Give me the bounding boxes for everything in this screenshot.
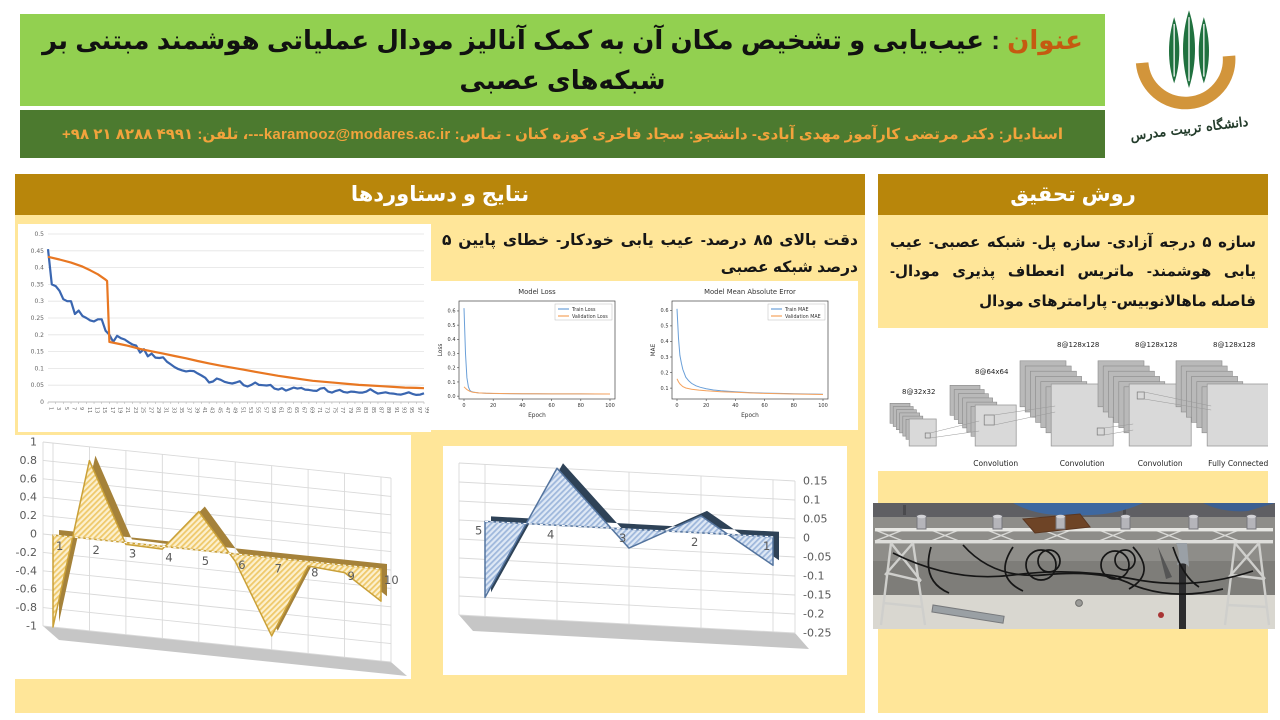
svg-text:55: 55 bbox=[254, 407, 261, 414]
authors-bar bbox=[20, 110, 1105, 158]
svg-text:0.1: 0.1 bbox=[803, 493, 821, 507]
svg-text:0.5: 0.5 bbox=[447, 322, 456, 329]
svg-text:0.4: 0.4 bbox=[19, 490, 37, 504]
svg-text:1: 1 bbox=[30, 435, 37, 449]
svg-text:Loss: Loss bbox=[438, 343, 444, 357]
svg-text:0.6: 0.6 bbox=[447, 308, 456, 315]
svg-text:7: 7 bbox=[70, 407, 77, 411]
svg-text:0.6: 0.6 bbox=[19, 472, 37, 486]
svg-text:1: 1 bbox=[763, 538, 771, 553]
svg-text:60: 60 bbox=[761, 403, 768, 409]
svg-text:0.05: 0.05 bbox=[803, 512, 828, 526]
loss-mae-charts bbox=[429, 281, 858, 430]
svg-text:0: 0 bbox=[675, 403, 679, 409]
poster-title: عیب‌یابی و تشخیص مکان آن به کمک آنالیز مودال عملیاتی هوشمند مبتنی بر شبکه‌های عصبی bbox=[42, 24, 985, 95]
experiment-photo bbox=[873, 503, 1275, 629]
svg-text:100: 100 bbox=[605, 403, 615, 409]
svg-text:0.2: 0.2 bbox=[34, 331, 44, 339]
svg-text:-0.25: -0.25 bbox=[803, 626, 832, 640]
svg-text:7: 7 bbox=[274, 561, 282, 576]
title-line bbox=[42, 20, 1083, 101]
svg-text:0.15: 0.15 bbox=[803, 474, 828, 488]
svg-text:8@128x128: 8@128x128 bbox=[1135, 340, 1178, 349]
svg-text:3: 3 bbox=[619, 531, 627, 546]
svg-text:2: 2 bbox=[691, 534, 699, 549]
svg-text:4: 4 bbox=[165, 550, 173, 565]
svg-text:31: 31 bbox=[162, 407, 169, 414]
title-colon: : bbox=[984, 24, 1008, 55]
svg-text:33: 33 bbox=[170, 407, 177, 414]
svg-text:0.4: 0.4 bbox=[660, 339, 669, 346]
svg-text:47: 47 bbox=[223, 407, 230, 414]
svg-text:-0.1: -0.1 bbox=[803, 569, 825, 583]
svg-text:0.4: 0.4 bbox=[34, 264, 44, 272]
svg-text:60: 60 bbox=[548, 403, 555, 409]
svg-text:91: 91 bbox=[392, 407, 399, 414]
svg-text:43: 43 bbox=[208, 407, 215, 414]
svg-text:0.3: 0.3 bbox=[447, 351, 456, 358]
svg-text:61: 61 bbox=[277, 407, 284, 414]
university-name: دانشگاه تربیت مدرس bbox=[1129, 114, 1249, 145]
svg-text:5: 5 bbox=[62, 407, 69, 411]
svg-text:0.2: 0.2 bbox=[19, 509, 37, 523]
svg-text:95: 95 bbox=[408, 407, 415, 414]
svg-text:0.45: 0.45 bbox=[30, 247, 44, 255]
svg-text:0.2: 0.2 bbox=[660, 370, 669, 377]
svg-text:0.5: 0.5 bbox=[660, 323, 669, 330]
title-label: عنوان bbox=[1007, 24, 1083, 55]
svg-text:0.4: 0.4 bbox=[447, 337, 456, 344]
svg-text:8@64x64: 8@64x64 bbox=[974, 367, 1009, 376]
svg-text:81: 81 bbox=[354, 407, 361, 414]
svg-text:0.6: 0.6 bbox=[660, 308, 669, 315]
svg-text:0.3: 0.3 bbox=[660, 354, 669, 361]
svg-text:8@128x128: 8@128x128 bbox=[1213, 340, 1256, 349]
svg-text:67: 67 bbox=[300, 407, 307, 414]
svg-text:-0.05: -0.05 bbox=[803, 550, 832, 564]
svg-text:99: 99 bbox=[423, 407, 430, 414]
svg-text:8: 8 bbox=[311, 565, 319, 580]
svg-text:9: 9 bbox=[347, 569, 355, 584]
cnn-architecture-diagram bbox=[878, 328, 1268, 471]
mode-shape-bridge-chart bbox=[443, 446, 847, 675]
svg-text:63: 63 bbox=[285, 407, 292, 414]
svg-text:0.1: 0.1 bbox=[447, 379, 456, 386]
svg-text:3: 3 bbox=[128, 546, 137, 561]
svg-text:10: 10 bbox=[384, 572, 399, 587]
svg-text:73: 73 bbox=[323, 407, 330, 414]
svg-text:-0.4: -0.4 bbox=[15, 564, 37, 578]
svg-text:19: 19 bbox=[116, 407, 123, 414]
svg-text:1: 1 bbox=[47, 407, 54, 411]
svg-text:20: 20 bbox=[703, 403, 710, 409]
svg-text:8@128x128: 8@128x128 bbox=[1057, 340, 1100, 349]
svg-text:0: 0 bbox=[40, 399, 44, 406]
svg-text:MAE: MAE bbox=[651, 343, 657, 357]
svg-text:77: 77 bbox=[339, 407, 346, 414]
title-banner bbox=[20, 14, 1105, 106]
svg-text:4: 4 bbox=[547, 527, 555, 542]
svg-text:1: 1 bbox=[56, 539, 64, 554]
svg-text:41: 41 bbox=[200, 407, 207, 414]
svg-text:-1: -1 bbox=[26, 619, 37, 633]
svg-text:40: 40 bbox=[732, 403, 739, 409]
svg-text:80: 80 bbox=[577, 403, 584, 409]
svg-text:75: 75 bbox=[331, 407, 338, 414]
svg-text:57: 57 bbox=[262, 407, 269, 414]
svg-text:0.2: 0.2 bbox=[447, 365, 456, 372]
svg-text:80: 80 bbox=[790, 403, 797, 409]
svg-text:3: 3 bbox=[55, 407, 62, 411]
svg-text:37: 37 bbox=[185, 407, 192, 414]
svg-text:11: 11 bbox=[85, 407, 92, 414]
method-keywords: سازه ۵ درجه آزادی- سازه پل- شبکه عصبی- عیب یابی هوشمند- ماتریس انعطاف پذیری مودال- فاصله ماهالانوبیس- پارامترهای مودال bbox=[890, 234, 1256, 310]
results-section-header bbox=[15, 174, 865, 215]
svg-text:0.8: 0.8 bbox=[19, 453, 37, 467]
svg-text:0.35: 0.35 bbox=[30, 281, 44, 289]
svg-text:23: 23 bbox=[131, 407, 138, 414]
svg-text:93: 93 bbox=[400, 407, 407, 414]
svg-text:0.1: 0.1 bbox=[34, 365, 44, 373]
svg-text:-0.2: -0.2 bbox=[803, 607, 825, 621]
svg-text:Validation Loss: Validation Loss bbox=[572, 314, 608, 320]
svg-text:0.15: 0.15 bbox=[30, 348, 44, 356]
authors-text: استادیار: دکتر مرتضی کارآموز مهدی آبادی- دانشجو: سجاد فاخری کوزه کنان - تماس: karamooz@modares.ac.ir---، تلفن: ۴۹۹۱ ۸۲۸۸ ۲۱ ۹۸+ bbox=[62, 126, 1063, 143]
svg-text:35: 35 bbox=[177, 407, 184, 414]
svg-text:71: 71 bbox=[316, 407, 323, 414]
svg-text:Model Loss: Model Loss bbox=[518, 288, 556, 296]
logo-cypress-trees bbox=[1169, 10, 1209, 88]
mode-shape-structure-chart bbox=[15, 435, 411, 679]
svg-text:2: 2 bbox=[92, 542, 100, 557]
svg-text:Convolution: Convolution bbox=[973, 459, 1019, 468]
svg-text:Validation MAE: Validation MAE bbox=[785, 314, 821, 320]
svg-text:0.25: 0.25 bbox=[30, 315, 44, 322]
svg-text:45: 45 bbox=[216, 407, 223, 414]
svg-text:20: 20 bbox=[490, 403, 497, 409]
svg-text:8@32x32: 8@32x32 bbox=[901, 387, 936, 396]
svg-text:69: 69 bbox=[308, 407, 315, 414]
svg-text:-0.2: -0.2 bbox=[15, 545, 37, 559]
svg-text:-0.6: -0.6 bbox=[15, 582, 37, 596]
svg-text:9: 9 bbox=[78, 407, 85, 411]
svg-text:5: 5 bbox=[201, 554, 210, 569]
svg-text:0.0: 0.0 bbox=[447, 393, 456, 400]
svg-text:15: 15 bbox=[101, 407, 108, 414]
svg-text:53: 53 bbox=[247, 407, 254, 414]
svg-text:-0.8: -0.8 bbox=[15, 601, 37, 615]
svg-text:51: 51 bbox=[239, 407, 246, 414]
svg-text:Convolution: Convolution bbox=[1059, 459, 1105, 468]
svg-text:85: 85 bbox=[369, 407, 376, 414]
svg-text:Convolution: Convolution bbox=[1137, 459, 1183, 468]
svg-text:Model Mean Absolute Error: Model Mean Absolute Error bbox=[704, 288, 796, 296]
method-section-title: روش تحقیق bbox=[1010, 183, 1136, 206]
svg-text:40: 40 bbox=[519, 403, 526, 409]
svg-text:Epoch: Epoch bbox=[528, 413, 546, 419]
svg-text:0.1: 0.1 bbox=[660, 385, 669, 392]
svg-text:0: 0 bbox=[30, 527, 37, 541]
svg-text:-0.15: -0.15 bbox=[803, 588, 832, 602]
svg-text:21: 21 bbox=[124, 407, 131, 414]
svg-text:0: 0 bbox=[803, 531, 810, 545]
svg-text:Train MAE: Train MAE bbox=[785, 307, 809, 313]
svg-text:49: 49 bbox=[231, 407, 238, 414]
svg-text:100: 100 bbox=[818, 403, 828, 409]
svg-text:89: 89 bbox=[385, 407, 392, 414]
results-note: دقت بالای ۸۵ درصد- عیب یابی خودکار- خطای پایین ۵ درصد شبکه عصبی bbox=[442, 232, 858, 277]
university-logo bbox=[1108, 8, 1270, 166]
method-section-header bbox=[878, 174, 1268, 215]
svg-text:29: 29 bbox=[154, 407, 161, 414]
svg-text:65: 65 bbox=[293, 407, 300, 414]
svg-text:0: 0 bbox=[462, 403, 466, 409]
svg-text:6: 6 bbox=[238, 557, 246, 572]
svg-text:79: 79 bbox=[346, 407, 353, 414]
svg-text:5: 5 bbox=[475, 523, 483, 538]
svg-text:13: 13 bbox=[93, 407, 100, 414]
svg-text:Train Loss: Train Loss bbox=[572, 307, 596, 313]
svg-text:17: 17 bbox=[108, 407, 115, 414]
svg-text:Epoch: Epoch bbox=[741, 413, 759, 419]
svg-text:39: 39 bbox=[193, 407, 200, 414]
svg-text:25: 25 bbox=[139, 407, 146, 414]
svg-text:Fully Connected: Fully Connected bbox=[1208, 459, 1268, 468]
training-curves-chart bbox=[18, 224, 431, 432]
svg-text:0.5: 0.5 bbox=[34, 231, 44, 238]
svg-text:59: 59 bbox=[270, 407, 277, 414]
svg-text:0.05: 0.05 bbox=[30, 382, 44, 390]
svg-text:83: 83 bbox=[362, 407, 369, 414]
results-section-title: نتایج و دستاوردها bbox=[350, 183, 530, 206]
svg-text:87: 87 bbox=[377, 407, 384, 414]
svg-text:27: 27 bbox=[147, 407, 154, 414]
svg-text:97: 97 bbox=[415, 407, 422, 414]
svg-text:0.3: 0.3 bbox=[34, 298, 44, 306]
